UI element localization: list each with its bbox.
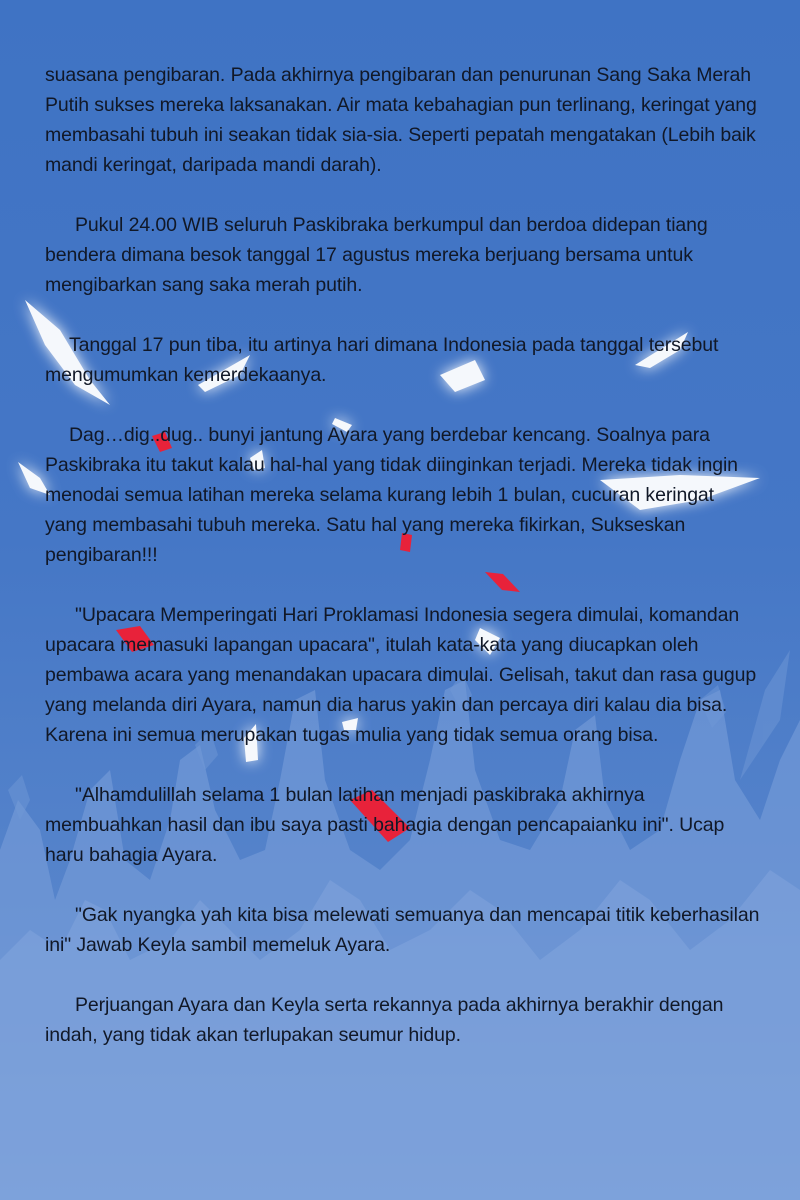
paragraph-8: Perjuangan Ayara dan Keyla serta rekannya pada akhirnya berakhir dengan indah, yang tidak akan terlupakan seumur hidup. (45, 994, 729, 1046)
story-text (45, 60, 763, 1080)
paragraph-3: Tanggal 17 pun tiba, itu artinya hari dimana Indonesia pada tanggal tersebut mengumumkan kemerdekaanya. (45, 334, 724, 386)
paragraph-1: suasana pengibaran. Pada akhirnya pengibaran dan penurunan Sang Saka Merah Putih sukses mereka laksanakan. Air mata kebahagian pun terlinang, keringat yang membasahi tubuh ini seakan tidak sia-sia. Seperti pepatah mengatakan (Lebih baik mandi keringat, daripada mandi darah). (45, 64, 763, 176)
paragraph-6: "Alhamdulillah selama 1 bulan latihan menjadi paskibraka akhirnya membuahkan hasil dan ibu saya pasti bahagia dengan pencapaianku ini". Ucap haru bahagia Ayara. (45, 784, 730, 866)
paragraph-7: "Gak nyangka yah kita bisa melewati semuanya dan mencapai titik keberhasilan ini" Jawab Keyla sambil memeluk Ayara. (45, 904, 760, 956)
paragraph-2: Pukul 24.00 WIB seluruh Paskibraka berkumpul dan berdoa didepan tiang bendera dimana besok tanggal 17 agustus mereka berjuang bersama untuk mengibarkan sang saka merah putih. (45, 214, 713, 296)
paragraph-5: "Upacara Memperingati Hari Proklamasi Indonesia segera dimulai, komandan upacara memasuki lapangan upacara", itulah kata-kata yang diucapkan oleh pembawa acara yang menandakan upacara dimulai. Gelisah, takut dan rasa gugup yang melanda diri Ayara, namun dia harus yakin dan percaya diri kalau dia bisa. Karena ini semua merupakan tugas mulia yang tidak semua orang bisa. (45, 604, 762, 746)
paragraph-4: Dag…dig..dug.. bunyi jantung Ayara yang berdebar kencang. Soalnya para Paskibraka itu takut kalau hal-hal yang tidak diinginkan terjadi. Mereka tidak ingin menodai semua latihan mereka selama kurang lebih 1 bulan, cucuran keringat yang membasahi tubuh mereka. Satu hal yang mereka fikirkan, Sukseskan pengibaran!!! (45, 424, 744, 566)
